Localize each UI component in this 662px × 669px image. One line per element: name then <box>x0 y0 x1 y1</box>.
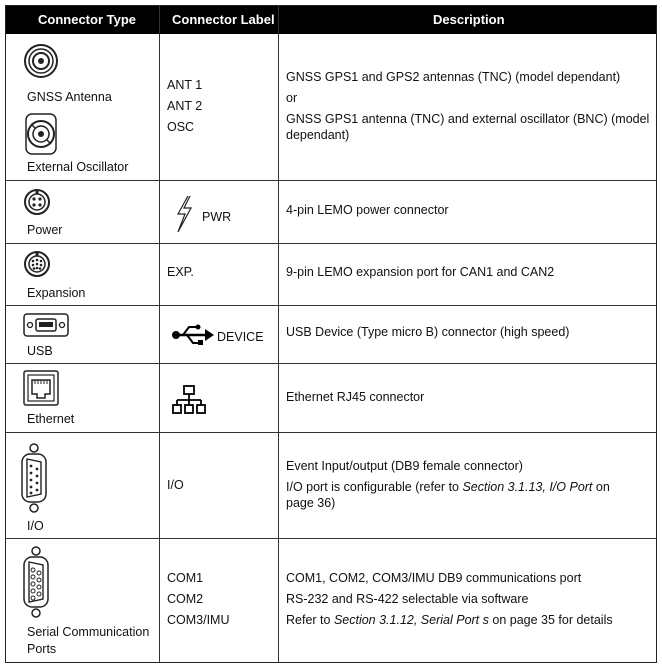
lemo-4pin-icon <box>23 188 51 216</box>
desc-io-3: page 36) <box>286 496 336 510</box>
header-connector-type: Connector Type <box>38 12 136 27</box>
label-com2: COM2 <box>167 592 204 606</box>
type-usb: USB <box>27 344 53 358</box>
row-divider <box>6 538 656 539</box>
row-divider <box>6 180 656 181</box>
desc-gnss-3a: GNSS GPS1 antenna (TNC) and external oscillator (BNC) (model <box>286 112 650 126</box>
label-exp: EXP. <box>167 265 194 279</box>
table-header <box>6 6 656 34</box>
type-ethernet: Ethernet <box>27 412 75 426</box>
type-io: I/O <box>27 519 44 533</box>
header-description: Description <box>433 12 505 27</box>
connector-table <box>5 5 657 663</box>
desc-serial-2: RS-232 and RS-422 selectable via software <box>286 592 529 606</box>
row-divider <box>6 243 656 244</box>
bnc-connector-icon <box>23 111 59 157</box>
label-ant2: ANT 2 <box>167 99 203 113</box>
row-divider <box>6 432 656 433</box>
desc-gnss-2: or <box>286 91 298 105</box>
label-osc: OSC <box>167 120 195 134</box>
type-external-oscillator: External Oscillator <box>27 160 129 174</box>
desc-io-1: Event Input/output (DB9 female connector) <box>286 459 523 473</box>
label-com3-imu: COM3/IMU <box>167 613 230 627</box>
desc-gnss-3b: dependant) <box>286 128 350 142</box>
row-divider <box>6 305 656 306</box>
label-com1: COM1 <box>167 571 204 585</box>
usb-symbol-icon <box>171 324 215 346</box>
desc-ethernet: Ethernet RJ45 connector <box>286 390 425 404</box>
desc-serial-3: Refer to Section 3.1.12, Serial Port s on page 35 for details <box>286 613 613 627</box>
header-connector-label: Connector Label <box>172 12 275 27</box>
label-ant1: ANT 1 <box>167 78 203 92</box>
desc-expansion: 9-pin LEMO expansion port for CAN1 and CAN2 <box>286 265 555 279</box>
db9-male-icon <box>22 545 50 619</box>
type-expansion: Expansion <box>27 286 86 300</box>
label-device: DEVICE <box>217 330 264 344</box>
column-divider <box>278 6 279 662</box>
type-serial-1: Serial Communication <box>27 625 150 639</box>
rj45-port-icon <box>23 370 59 406</box>
tnc-connector-icon <box>23 41 59 85</box>
label-io: I/O <box>167 478 184 492</box>
desc-io-2: I/O port is configurable (refer to Section 3.1.13, I/O Port on <box>286 480 610 494</box>
desc-serial-1: COM1, COM2, COM3/IMU DB9 communications port <box>286 571 582 585</box>
db9-female-icon <box>20 442 48 514</box>
desc-gnss-1: GNSS GPS1 and GPS2 antennas (TNC) (model dependant) <box>286 70 621 84</box>
row-divider <box>6 363 656 364</box>
type-gnss-antenna: GNSS Antenna <box>27 90 112 104</box>
column-divider <box>159 6 160 662</box>
network-icon <box>172 385 206 415</box>
desc-usb: USB Device (Type micro B) connector (high speed) <box>286 325 570 339</box>
desc-power: 4-pin LEMO power connector <box>286 203 449 217</box>
lemo-9pin-icon <box>23 250 51 278</box>
usb-port-icon <box>23 313 69 337</box>
label-pwr: PWR <box>202 210 232 224</box>
type-serial-2: Ports <box>27 642 57 656</box>
lightning-icon <box>174 194 194 234</box>
type-power: Power <box>27 223 63 237</box>
